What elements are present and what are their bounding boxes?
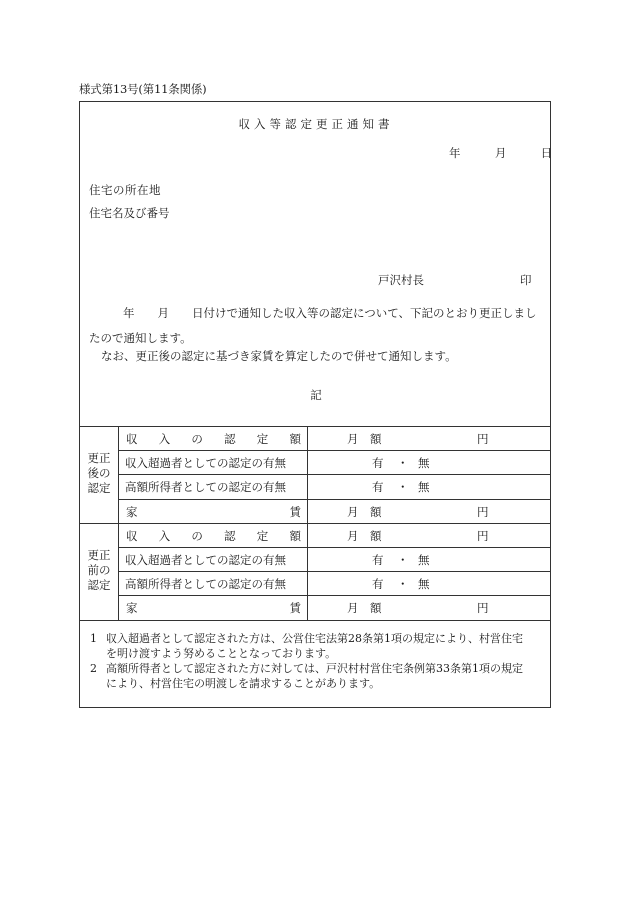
date-month-label: 月 <box>494 146 507 160</box>
amount-label: 月 額 <box>347 432 382 446</box>
row-item-label: 収入超過者としての認定の有無 <box>125 456 286 471</box>
row-item-char: の <box>191 432 203 446</box>
issuer-name: 戸沢村長 <box>378 273 424 287</box>
choice-separator: ・ <box>397 480 409 495</box>
row-item-char: 額 <box>289 528 301 543</box>
table-rule <box>118 547 550 548</box>
choice-yes: 有 <box>372 553 384 567</box>
table-rule <box>118 450 550 451</box>
row-item-label <box>126 431 301 447</box>
choice-separator: ・ <box>397 456 409 471</box>
table-rule <box>118 571 550 572</box>
group-label-line: 後の <box>87 466 111 481</box>
row-item-char: 家 <box>126 601 138 616</box>
row-item-char: 入 <box>158 528 171 543</box>
choice-no: 無 <box>418 480 430 495</box>
group-label-line: 認定 <box>87 578 111 593</box>
row-item-char: 賃 <box>289 601 301 616</box>
yen-unit: 円 <box>477 601 489 616</box>
row-item-char: 額 <box>289 432 301 446</box>
row-item-label <box>126 528 301 544</box>
note-item <box>88 631 548 661</box>
row-item-char: 収 <box>126 528 138 543</box>
note-item <box>88 661 548 691</box>
choice-no: 無 <box>418 553 430 567</box>
row-item-label <box>126 600 301 616</box>
table-rule <box>118 499 550 500</box>
yen-unit: 円 <box>477 504 489 519</box>
row-item-label: 高額所得者としての認定の有無 <box>125 480 286 495</box>
row-item-label: 高額所得者としての認定の有無 <box>125 577 286 592</box>
address-label: 住宅の所在地 <box>89 183 161 197</box>
amount-label: 月 額 <box>347 504 382 519</box>
body-line-2: たので通知します。 <box>89 331 192 345</box>
choice-yes: 有 <box>372 577 384 592</box>
yen-unit: 円 <box>477 432 489 446</box>
row-item-label: 収入超過者としての認定の有無 <box>125 553 286 567</box>
choice-yes: 有 <box>372 456 384 471</box>
housing-name-label: 住宅名及び番号 <box>89 206 170 220</box>
ki-heading: 記 <box>310 388 322 402</box>
note-number: 2 <box>90 662 97 675</box>
table-rule <box>118 595 550 596</box>
note-line: 収入超過者として認定された方は、公営住宅法第28条第1項の規定により、村営住宅 <box>106 632 523 645</box>
row-item-char: 家 <box>126 504 138 519</box>
before-correction-label <box>80 548 118 593</box>
choice-no: 無 <box>418 456 430 471</box>
row-item-char: 賃 <box>289 504 301 519</box>
group-label-line: 前の <box>87 563 111 578</box>
document-title: 収入等認定更正通知書 <box>238 117 394 131</box>
row-item-char: 認 <box>224 528 236 543</box>
row-item-char: 認 <box>224 432 236 446</box>
row-item-char: 定 <box>256 528 269 543</box>
row-item-label <box>126 504 301 520</box>
amount-label: 月 額 <box>347 528 382 543</box>
body-paragraph-1 <box>89 301 549 351</box>
yen-unit: 円 <box>477 528 489 543</box>
seal-mark: 印 <box>520 273 532 287</box>
group-label-line: 更正 <box>87 548 111 563</box>
table-rule <box>80 620 550 621</box>
date-year-label: 年 <box>449 146 461 160</box>
notice-form <box>79 101 551 708</box>
choice-no: 無 <box>418 577 430 592</box>
row-item-char: の <box>191 528 203 543</box>
after-correction-label <box>80 451 118 496</box>
table-rule <box>80 426 550 427</box>
row-item-char: 定 <box>256 432 269 446</box>
row-item-char: 収 <box>126 432 138 446</box>
group-label-line: 認定 <box>87 481 111 496</box>
choice-separator: ・ <box>397 553 409 567</box>
note-line: 高額所得者として認定された方に対しては、戸沢村村営住宅条例第33条第1項の規定 <box>106 662 523 675</box>
date-day-label: 日 <box>540 146 553 160</box>
form-number: 様式第13号(第11条関係) <box>79 82 207 96</box>
body-paragraph-2 <box>89 348 549 364</box>
body-line-1: 年 月 日付けで通知した収入等の認定について、下記のとおり更正しまし <box>123 306 537 320</box>
notes <box>88 631 548 691</box>
date-line <box>449 145 552 161</box>
note-line: を明け渡すよう努めることとなっております。 <box>106 647 337 660</box>
choice-yes: 有 <box>372 480 384 495</box>
table-rule <box>80 523 550 524</box>
note-line: により、村営住宅の明渡しを請求することがあります。 <box>106 677 381 690</box>
note-number: 1 <box>90 632 97 645</box>
amount-label: 月 額 <box>347 601 382 616</box>
choice-separator: ・ <box>397 577 409 592</box>
group-label-line: 更正 <box>87 451 111 466</box>
row-item-char: 入 <box>158 432 171 446</box>
body-paragraph-2-text: なお、更正後の認定に基づき家賃を算定したので併せて通知します。 <box>101 349 457 363</box>
table-rule <box>118 474 550 475</box>
